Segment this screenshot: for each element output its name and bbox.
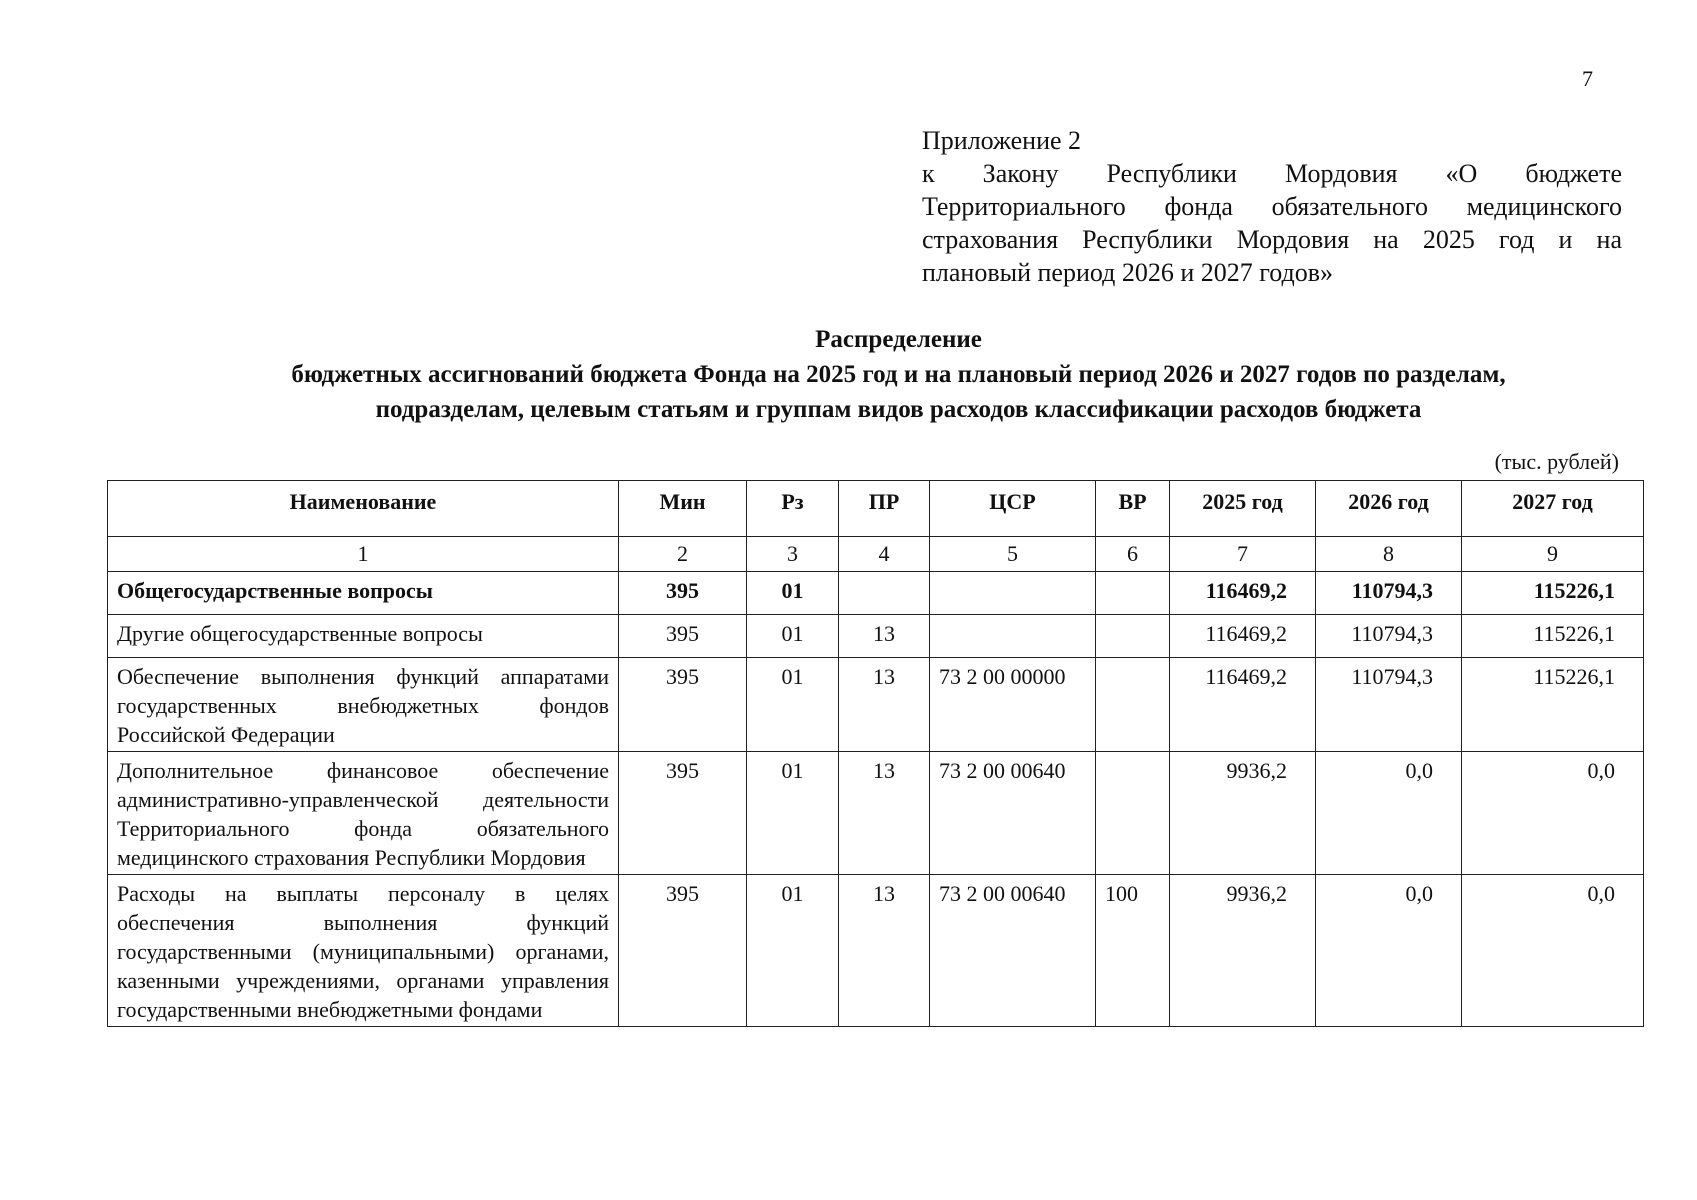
table-row: [108, 658, 1644, 752]
row-pr: 13: [839, 875, 930, 1027]
row-2026: 110794,3: [1316, 658, 1462, 752]
table-row: [108, 875, 1644, 1027]
row-name: Общегосударственные вопросы: [108, 572, 619, 615]
row-rz: 01: [747, 752, 839, 875]
appendix-line-3: Территориального фонда обязательного медицинского: [922, 192, 1622, 221]
row-min: 395: [619, 572, 747, 615]
column-number: 1: [108, 537, 619, 572]
row-min: 395: [619, 875, 747, 1027]
row-2025: 9936,2: [1170, 752, 1316, 875]
appendix-note: [922, 124, 1622, 289]
column-number-row: [108, 537, 1644, 572]
row-name: Другие общегосударственные вопросы: [108, 615, 619, 658]
row-rz: 01: [747, 572, 839, 615]
appendix-line-4: страхования Республики Мордовия на 2025 год и на: [922, 225, 1622, 254]
row-2025: 116469,2: [1170, 658, 1316, 752]
appendix-line-5: плановый период 2026 и 2027 годов»: [922, 258, 1334, 287]
row-csr: 73 2 00 00000: [930, 658, 1096, 752]
table-row: [108, 615, 1644, 658]
row-pr: 13: [839, 615, 930, 658]
table-header-row: [108, 481, 1644, 537]
row-vr: [1096, 752, 1170, 875]
row-csr: [930, 615, 1096, 658]
row-vr: [1096, 572, 1170, 615]
row-2026: 0,0: [1316, 875, 1462, 1027]
header-min: Мин: [619, 481, 747, 537]
row-2027: 115226,1: [1462, 572, 1644, 615]
row-min: 395: [619, 615, 747, 658]
header-2026: 2026 год: [1316, 481, 1462, 537]
appendix-line-1: Приложение 2: [922, 126, 1082, 155]
header-name: Наименование: [108, 481, 619, 537]
row-rz: 01: [747, 615, 839, 658]
row-rz: 01: [747, 658, 839, 752]
row-csr: [930, 572, 1096, 615]
heading-line-3: подразделам, целевым статьям и группам видов расходов классификации расходов бюджета: [375, 396, 1422, 423]
header-2027: 2027 год: [1462, 481, 1644, 537]
row-pr: 13: [839, 752, 930, 875]
column-number: 6: [1096, 537, 1170, 572]
row-vr: 100: [1096, 875, 1170, 1027]
row-vr: [1096, 615, 1170, 658]
row-2026: 110794,3: [1316, 572, 1462, 615]
column-number: 4: [839, 537, 930, 572]
units-label: (тыс. рублей): [1494, 449, 1619, 474]
row-2027: 0,0: [1462, 752, 1644, 875]
row-2027: 0,0: [1462, 875, 1644, 1027]
row-2025: 116469,2: [1170, 615, 1316, 658]
row-2027: 115226,1: [1462, 658, 1644, 752]
page-number: 7: [1582, 66, 1593, 91]
column-number: 2: [619, 537, 747, 572]
header-pr: ПР: [839, 481, 930, 537]
table-row: [108, 572, 1644, 615]
row-name: Расходы на выплаты персоналу в целях обеспечения выполнения функций государственными (муниципальными) органами, казенными учреждениями, органами управления государственными внебюджетными фондами: [108, 875, 619, 1027]
header-csr: ЦСР: [930, 481, 1096, 537]
row-pr: 13: [839, 658, 930, 752]
budget-table: [107, 480, 1644, 1027]
heading-title: Распределение: [815, 326, 982, 353]
row-rz: 01: [747, 875, 839, 1027]
column-number: 5: [930, 537, 1096, 572]
row-2025: 9936,2: [1170, 875, 1316, 1027]
table-row: [108, 752, 1644, 875]
row-pr: [839, 572, 930, 615]
row-name: Дополнительное финансовое обеспечение административно-управленческой деятельности Территориального фонда обязательного медицинского страхования Республики Мордовия: [108, 752, 619, 875]
row-csr: 73 2 00 00640: [930, 752, 1096, 875]
row-csr: 73 2 00 00640: [930, 875, 1096, 1027]
header-rz: Рз: [747, 481, 839, 537]
row-2027: 115226,1: [1462, 615, 1644, 658]
column-number: 3: [747, 537, 839, 572]
column-number: 8: [1316, 537, 1462, 572]
heading-line-2: бюджетных ассигнований бюджета Фонда на 2025 год и на плановый период 2026 и 2027 годов по разделам,: [291, 361, 1506, 388]
row-min: 395: [619, 658, 747, 752]
row-2026: 0,0: [1316, 752, 1462, 875]
appendix-line-2: к Закону Республики Мордовия «О бюджете: [922, 159, 1622, 188]
row-vr: [1096, 658, 1170, 752]
header-vr: ВР: [1096, 481, 1170, 537]
column-number: 9: [1462, 537, 1644, 572]
column-number: 7: [1170, 537, 1316, 572]
row-2025: 116469,2: [1170, 572, 1316, 615]
row-name: Обеспечение выполнения функций аппаратами государственных внебюджетных фондов Российской Федерации: [108, 658, 619, 752]
document-heading: [100, 322, 1697, 427]
row-2026: 110794,3: [1316, 615, 1462, 658]
row-min: 395: [619, 752, 747, 875]
header-2025: 2025 год: [1170, 481, 1316, 537]
